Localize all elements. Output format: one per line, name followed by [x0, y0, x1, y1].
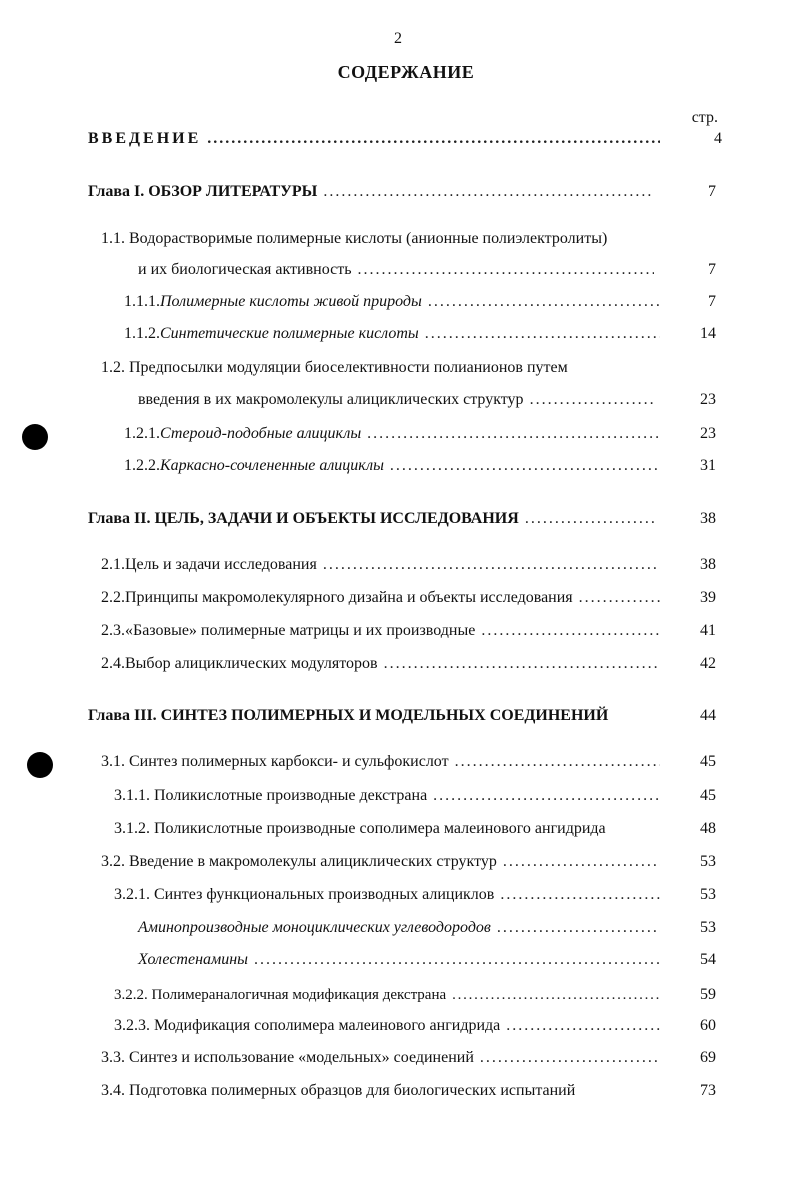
entry-number: 2.1. — [101, 556, 125, 573]
entry-number: 1.2.1. — [124, 425, 160, 442]
toc-entry-3-2-2 — [114, 985, 716, 1005]
leader-dots — [497, 918, 660, 938]
toc-entry-3-4 — [101, 1081, 716, 1101]
entry-page: 38 — [700, 510, 716, 527]
entry-number: Глава III. — [88, 707, 157, 724]
leader-dots — [503, 852, 660, 872]
entry-number: 1.2.2. — [124, 457, 160, 474]
entry-number: 3.4. — [101, 1082, 125, 1099]
leader-dots — [579, 588, 660, 608]
toc-entry-3-2-1 — [114, 885, 716, 905]
toc-entry-3-1 — [101, 752, 716, 772]
entry-number: 2.4. — [101, 655, 125, 672]
toc-entry-chapter-3 — [88, 706, 718, 726]
entry-text: Подготовка полимерных образцов для биологических испытаний — [129, 1082, 576, 1099]
entry-text: Водорастворимые полимерные кислоты (анионные полиэлектролиты) — [129, 230, 608, 247]
entry-text: Поликислотные производные декстрана — [154, 787, 428, 804]
entry-text: ВВЕДЕНИЕ — [88, 130, 202, 147]
toc-entry-1-1-cont — [138, 260, 716, 280]
entry-page: 38 — [700, 556, 716, 573]
leader-dots — [254, 950, 660, 970]
leader-dots — [384, 654, 660, 674]
entry-text: Каркасно-сочлененные алициклы — [160, 457, 384, 474]
toc-entry-2-1 — [101, 555, 716, 575]
leader-dots — [428, 292, 660, 312]
entry-page: 44 — [700, 707, 716, 724]
toc-entry-introduction — [88, 129, 722, 149]
entry-page: 53 — [700, 886, 716, 903]
toc-entry-chapter-1 — [88, 182, 716, 202]
entry-page: 4 — [714, 130, 722, 147]
entry-text: ОБЗОР ЛИТЕРАТУРЫ — [148, 183, 318, 200]
entry-text: СИНТЕЗ ПОЛИМЕРНЫХ И МОДЕЛЬНЫХ СОЕДИНЕНИЙ — [160, 707, 609, 724]
entry-page: 59 — [700, 986, 716, 1003]
entry-number: 3.1. — [101, 753, 125, 770]
toc-entry-3-2 — [101, 852, 716, 872]
toc-entry-3-1-1 — [114, 786, 716, 806]
entry-page: 73 — [700, 1082, 716, 1099]
leader-dots — [425, 324, 660, 344]
toc-entry-3-2-3 — [114, 1016, 716, 1036]
entry-page: 53 — [700, 853, 716, 870]
entry-text: и их биологическая активность — [138, 261, 352, 278]
entry-page: 53 — [700, 919, 716, 936]
entry-page: 23 — [700, 391, 716, 408]
entry-page: 7 — [708, 261, 716, 278]
entry-page: 45 — [700, 753, 716, 770]
entry-text: «Базовые» полимерные матрицы и их производные — [125, 622, 476, 639]
punch-hole — [27, 752, 53, 778]
leader-dots — [358, 260, 655, 280]
toc-entry-3-3 — [101, 1048, 716, 1068]
entry-page: 14 — [700, 325, 716, 342]
entry-number: 3.3. — [101, 1049, 125, 1066]
leader-dots — [323, 182, 654, 202]
entry-text: Полимерные кислоты живой природы — [160, 293, 422, 310]
entry-page: 42 — [700, 655, 716, 672]
entry-number: 3.2.3. — [114, 1017, 150, 1034]
entry-text: Синтез полимерных карбокси- и сульфокислот — [129, 753, 449, 770]
entry-page: 60 — [700, 1017, 716, 1034]
entry-text: Выбор алициклических модуляторов — [125, 655, 378, 672]
entry-page: 7 — [708, 293, 716, 310]
leader-dots — [530, 390, 654, 410]
entry-text: Синтез функциональных производных алициклов — [154, 886, 495, 903]
leader-dots — [525, 509, 654, 529]
entry-number: Глава I. — [88, 183, 145, 200]
page-title: СОДЕРЖАНИЕ — [337, 62, 475, 82]
leader-dots — [455, 752, 660, 772]
toc-entry-1-2-cont — [138, 390, 716, 410]
entry-number: 1.1.2. — [124, 325, 160, 342]
toc-entry-1-2 — [101, 358, 661, 378]
entry-text: Цель и задачи исследования — [125, 556, 317, 573]
entry-text: Принципы макромолекулярного дизайна и объекты исследования — [125, 589, 573, 606]
entry-text: Предпосылки модуляции биоселективности полианионов путем — [129, 359, 568, 376]
entry-page: 69 — [700, 1049, 716, 1066]
toc-entry-aminoderivatives — [138, 918, 716, 938]
entry-number: 1.1. — [101, 230, 125, 247]
entry-number: 2.3. — [101, 622, 125, 639]
entry-text: Поликислотные производные сополимера малеинового ангидрида — [154, 820, 606, 837]
entry-number: 3.2. — [101, 853, 125, 870]
toc-entry-2-3 — [101, 621, 716, 641]
entry-number: 3.1.1. — [114, 787, 150, 804]
entry-page: 31 — [700, 457, 716, 474]
leader-dots — [207, 129, 660, 149]
entry-text: Введение в макромолекулы алициклических структур — [129, 853, 497, 870]
entry-page: 41 — [700, 622, 716, 639]
leader-dots — [390, 456, 660, 476]
leader-dots — [480, 1048, 660, 1068]
page-column-label: стр. — [691, 109, 718, 126]
entry-text: Аминопроизводные моноциклических углеводородов — [138, 919, 491, 936]
entry-number: Глава II. — [88, 510, 151, 527]
entry-number: 3.2.1. — [114, 886, 150, 903]
toc-entry-1-1-2 — [124, 324, 716, 344]
page-number: 2 — [394, 30, 402, 47]
leader-dots — [367, 424, 660, 444]
entry-text: ЦЕЛЬ, ЗАДАЧИ И ОБЪЕКТЫ ИССЛЕДОВАНИЯ — [154, 510, 519, 527]
toc-entry-1-2-2 — [124, 456, 716, 476]
entry-text: Полимераналогичная модификация декстрана — [151, 987, 447, 1003]
toc-entry-1-2-1 — [124, 424, 716, 444]
toc-entry-3-1-2 — [114, 819, 714, 839]
toc-entry-1-1 — [101, 229, 701, 249]
entry-page: 39 — [700, 589, 716, 606]
toc-entry-2-4 — [101, 654, 716, 674]
entry-number: 2.2. — [101, 589, 125, 606]
entry-text: Синтетические полимерные кислоты — [160, 325, 419, 342]
leader-dots — [323, 555, 660, 575]
leader-dots — [506, 1016, 660, 1036]
toc-entry-2-2 — [101, 588, 716, 608]
leader-dots — [481, 621, 660, 641]
leader-dots — [452, 985, 660, 1005]
entry-page: 48 — [700, 820, 716, 837]
entry-page: 54 — [700, 951, 716, 968]
entry-page: 7 — [708, 183, 716, 200]
entry-number: 3.1.2. — [114, 820, 150, 837]
entry-text: Синтез и использование «модельных» соединений — [129, 1049, 474, 1066]
entry-page: 23 — [700, 425, 716, 442]
punch-hole — [22, 424, 48, 450]
entry-page: 45 — [700, 787, 716, 804]
toc-entry-1-1-1 — [124, 292, 716, 312]
entry-number: 1.2. — [101, 359, 125, 376]
entry-text: Стероид-подобные алициклы — [160, 425, 362, 442]
leader-dots — [433, 786, 660, 806]
entry-number: 1.1.1. — [124, 293, 160, 310]
entry-text: введения в их макромолекулы алициклических структур — [138, 391, 524, 408]
leader-dots — [500, 885, 660, 905]
toc-entry-chapter-2 — [88, 509, 716, 529]
entry-text: Модификация сополимера малеинового ангидрида — [154, 1017, 501, 1034]
entry-text: Холестенамины — [138, 951, 248, 968]
toc-entry-cholestenamines — [138, 950, 716, 970]
entry-number: 3.2.2. — [114, 987, 148, 1003]
